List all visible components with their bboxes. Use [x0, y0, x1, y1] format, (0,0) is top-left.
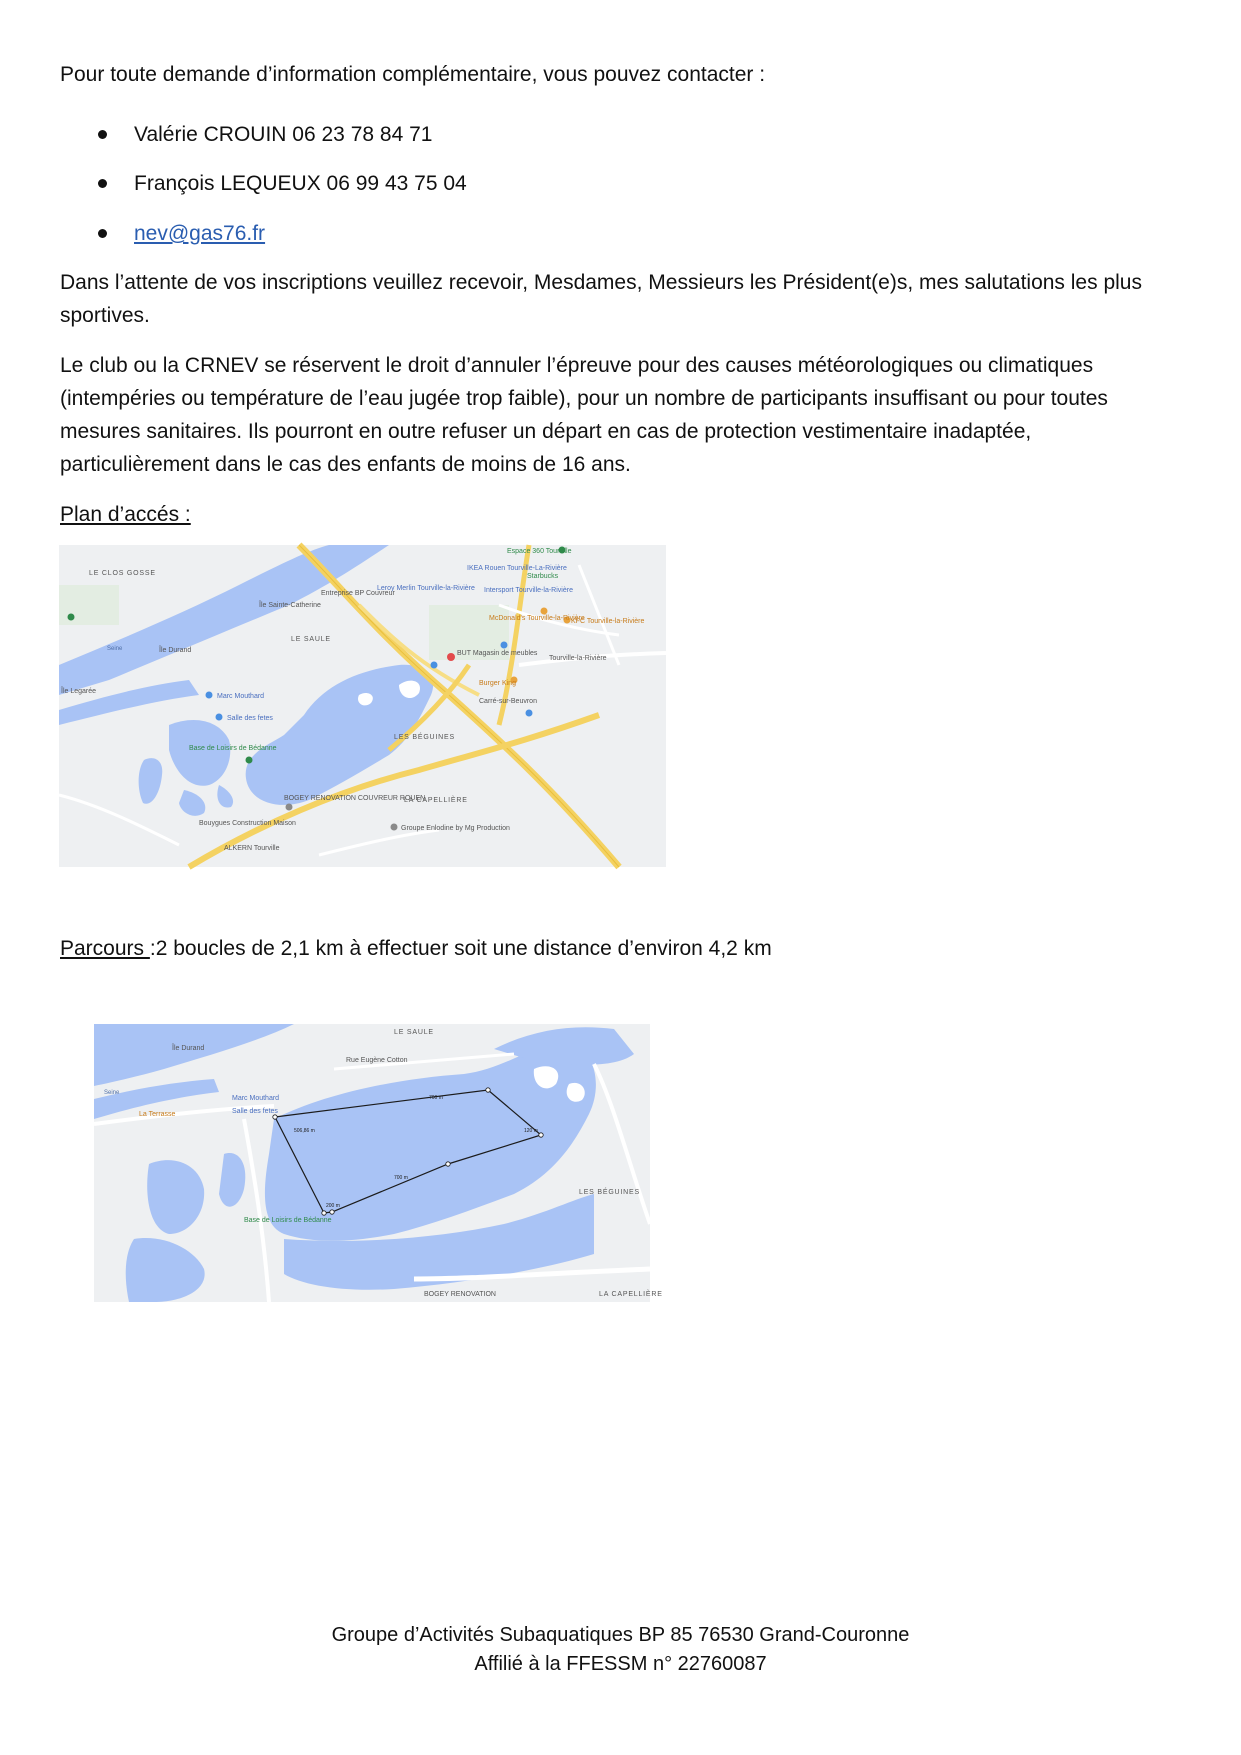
label-les-beguines: LES BÉGUINES	[579, 1189, 640, 1196]
label-salle: Salle des fetes	[232, 1108, 278, 1115]
bullet-icon	[98, 229, 107, 238]
label-la-capelliere: LA CAPELLIÈRE	[404, 797, 468, 804]
contact-valerie: Valérie CROUIN 06 23 78 84 71	[134, 123, 433, 146]
label-mcdonalds: McDonald's Tourville-la-Rivière	[489, 615, 585, 622]
label-bogey: BOGEY RENOVATION	[424, 1291, 496, 1298]
label-la-terrasse: La Terrasse	[139, 1111, 176, 1118]
label-intersport: Intersport Tourville-la-Rivière	[484, 587, 573, 594]
distance-label: 700 m	[429, 1095, 443, 1101]
greeting-text: Dans l’attente de vos inscriptions veuillez recevoir, Mesdames, Messieurs les Président(e)s, mes salutations les plus sportives.	[60, 271, 1142, 327]
label-ile-durand: Île Durand	[159, 647, 192, 654]
footer-affiliation: Affilié à la FFESSM n° 22760087	[474, 1653, 767, 1675]
label-base: Base de Loisirs de Bédanne	[244, 1217, 332, 1224]
label-bogey: BOGEY RENOVATION COUVREUR ROUEN	[284, 795, 426, 802]
label-alkern: ALKERN Tourville	[224, 845, 280, 852]
label-starbucks: Starbucks	[527, 573, 559, 580]
label-bouygues: Bouygues Construction Maison	[199, 820, 296, 827]
distance-label: 506,86 m	[294, 1128, 315, 1134]
label-groupe-enlodine: Groupe Enlodine by Mg Production	[401, 825, 510, 832]
label-salle-fetes: Salle des fetes	[227, 715, 273, 722]
course-map	[94, 1024, 663, 1302]
access-map	[59, 545, 666, 867]
parcours-text: :2 boucles de 2,1 km à effectuer soit une distance d’environ 4,2 km	[149, 937, 772, 960]
distance-label: 200 m	[326, 1203, 340, 1209]
disclaimer-text: Le club ou la CRNEV se réservent le droit d’annuler l’épreuve pour des causes météorologiques ou climatiques (intempéries ou température de l’eau jugée trop faible), pour un nombre de participants insuffisant ou pour toutes mesures sanitaires. Ils pourront en outre refuser un départ en cas de protection vestimentaire inadaptée, particulièrement dans le cas des enfants de moins de 16 ans.	[60, 354, 1108, 476]
label-sainte-catherine: Île Sainte-Catherine	[259, 602, 321, 609]
parcours-label: Parcours	[60, 937, 150, 960]
distance-label: 120 m	[524, 1128, 538, 1134]
label-ile-legaree: Île Legarée	[61, 688, 97, 695]
footer-address: Groupe d’Activités Subaquatiques BP 85 76530 Grand-Couronne	[331, 1624, 910, 1646]
label-base-loisirs: Base de Loisirs de Bédanne	[189, 745, 277, 752]
parcours-line	[60, 932, 1184, 965]
label-kfc: KFC Tourville-la-Rivière	[571, 618, 645, 625]
label-tourville: Tourville-la-Rivière	[549, 655, 607, 662]
label-but: BUT Magasin de meubles	[457, 650, 538, 657]
access-map-graphic	[59, 545, 666, 867]
course-map-graphic	[94, 1024, 663, 1302]
label-burger-king: Burger King	[479, 680, 516, 687]
label-le-saule: LE SAULE	[394, 1029, 434, 1036]
label-capelliere: LA CAPELLIÈRE	[599, 1291, 663, 1298]
label-carre: Carré-sur-Beuvron	[479, 698, 537, 705]
label-leroy-merlin: Leroy Merlin Tourville-la-Rivière	[377, 585, 475, 592]
label-entreprise: Entreprise BP Couvreur	[321, 590, 395, 597]
email-link[interactable]: nev@gas76.fr	[134, 222, 266, 245]
label-rue-eugene: Rue Eugène Cotton	[346, 1057, 408, 1064]
label-les-beguines: LES BÉGUINES	[394, 734, 455, 741]
plan-title: Plan d’accés :	[60, 503, 191, 526]
label-marc: Marc Mouthard	[232, 1095, 280, 1102]
label-seine: Seine	[107, 646, 123, 652]
bullet-icon	[98, 179, 107, 188]
intro-text: Pour toute demande d’information complémentaire, vous pouvez contacter :	[60, 63, 766, 86]
bullet-icon	[98, 130, 107, 139]
label-seine: Seine	[104, 1090, 120, 1096]
label-ile-durand: Île Durand	[172, 1045, 205, 1052]
contact-francois: François LEQUEUX 06 99 43 75 04	[134, 172, 467, 195]
label-ikea: IKEA Rouen Tourville-La-Rivière	[467, 565, 567, 572]
distance-label: 700 m	[394, 1175, 408, 1181]
label-clos-gosse: LE CLOS GOSSE	[89, 570, 156, 577]
label-le-saule: LE SAULE	[291, 636, 331, 643]
label-marc-mouthard: Marc Mouthard	[217, 693, 265, 700]
label-espace360: Espace 360 Tourville	[507, 548, 572, 555]
